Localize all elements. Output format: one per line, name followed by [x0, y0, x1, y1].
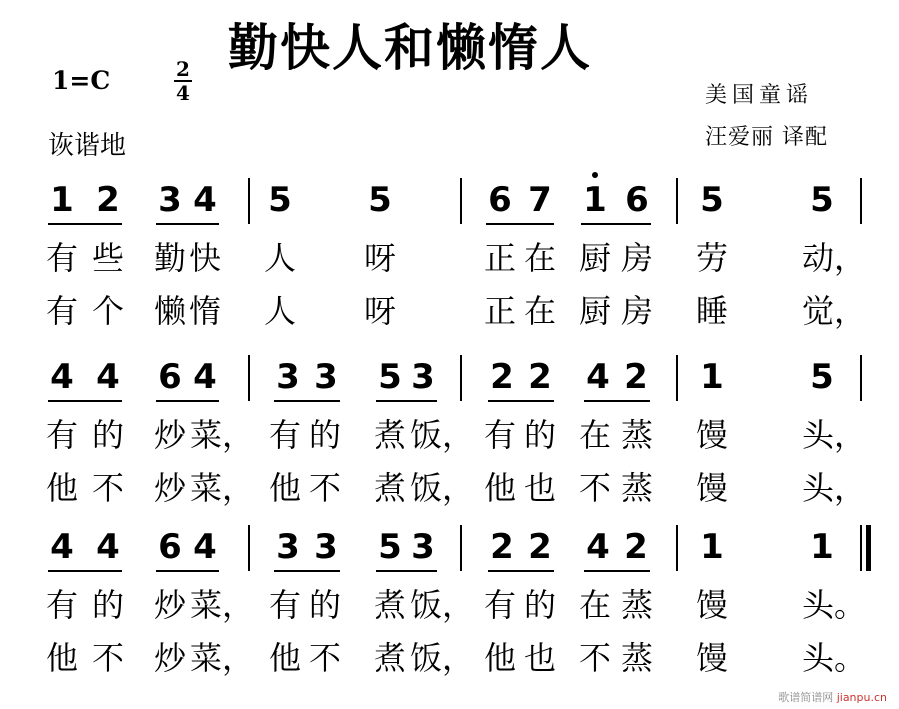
beam-underline: [488, 400, 554, 402]
note: 4: [586, 357, 610, 397]
note: 3: [314, 357, 338, 397]
lyric-char: 正: [483, 292, 516, 330]
lyric-char: 劳: [695, 239, 728, 277]
lyric-line: [0, 291, 899, 331]
lyric-char: 炒: [153, 586, 186, 624]
beam-underline: [584, 400, 650, 402]
lyric-char: 有: [45, 586, 78, 624]
note: 3: [158, 180, 182, 220]
note: 6: [158, 357, 182, 397]
bar-line: [248, 525, 250, 571]
note: 1: [700, 527, 724, 567]
note: 3: [411, 527, 435, 567]
note: 6: [625, 180, 649, 220]
note: 2: [528, 357, 552, 397]
time-signature-bottom: 4: [176, 81, 190, 105]
notes-row: [0, 178, 899, 226]
bar-line: [460, 525, 462, 571]
lyric-char: 他: [483, 469, 516, 507]
note: 3: [276, 527, 300, 567]
bar-line: [676, 178, 678, 224]
lyric-char: 厨: [578, 292, 611, 330]
bar-line: [460, 355, 462, 401]
note: 5: [378, 357, 402, 397]
lyric-line: [0, 415, 899, 455]
beam-underline: [274, 400, 340, 402]
beam-underline: [156, 223, 219, 225]
note: 2: [624, 357, 648, 397]
lyric-char: 煮: [373, 469, 406, 507]
watermark-text: 歌谱简谱网: [778, 691, 834, 704]
beam-underline: [376, 400, 437, 402]
lyric-char: 饭，: [410, 586, 475, 624]
lyric-char: 炒: [153, 416, 186, 454]
lyric-char: 懒: [153, 292, 186, 330]
score-system: [0, 355, 899, 525]
lyric-char: 有: [45, 239, 78, 277]
lyric-char: 头，: [802, 469, 867, 507]
lyric-char: 在: [578, 416, 611, 454]
lyric-char: 房: [620, 292, 653, 330]
lyric-char: 蒸: [620, 586, 653, 624]
bar-line: [248, 178, 250, 224]
note: 4: [586, 527, 610, 567]
lyric-char: 的: [91, 416, 124, 454]
lyric-char: 他: [268, 469, 301, 507]
note: 2: [528, 527, 552, 567]
note: 4: [193, 357, 217, 397]
lyric-char: 有: [268, 416, 301, 454]
lyric-line: [0, 468, 899, 508]
lyric-char: 他: [45, 639, 78, 677]
note: 4: [50, 357, 74, 397]
lyric-char: 人: [263, 292, 296, 330]
lyric-char: 些: [91, 239, 124, 277]
lyric-char: 饭，: [410, 639, 475, 677]
lyric-char: 饭，: [410, 416, 475, 454]
lyric-char: 头，: [802, 416, 867, 454]
lyric-line: [0, 238, 899, 278]
note: 5: [268, 180, 292, 220]
beam-underline: [156, 400, 219, 402]
note: 3: [314, 527, 338, 567]
lyric-char: 的: [523, 586, 556, 624]
lyric-char: 炒: [153, 469, 186, 507]
beam-underline: [48, 570, 122, 572]
beam-underline: [376, 570, 437, 572]
lyric-char: 有: [45, 416, 78, 454]
beam-underline: [274, 570, 340, 572]
lyric-char: 不: [91, 639, 124, 677]
lyric-char: 有: [483, 586, 516, 624]
lyric-char: 也: [523, 639, 556, 677]
lyric-char: 睡: [695, 292, 728, 330]
beam-underline: [156, 570, 219, 572]
note: 2: [96, 180, 120, 220]
lyric-char: 不: [578, 469, 611, 507]
score-system: [0, 178, 899, 348]
lyric-char: 有: [268, 586, 301, 624]
note: 2: [490, 527, 514, 567]
lyric-char: 厨: [578, 239, 611, 277]
lyric-char: 动，: [802, 239, 867, 277]
lyric-char: 煮: [373, 416, 406, 454]
song-title: 勤快人和懒惰人: [228, 19, 592, 77]
bar-line: [676, 355, 678, 401]
bar-line: [860, 178, 862, 224]
note: 4: [50, 527, 74, 567]
note: 5: [368, 180, 392, 220]
lyric-char: 他: [45, 469, 78, 507]
bar-line: [248, 355, 250, 401]
beam-underline: [48, 223, 122, 225]
lyric-char: 房: [620, 239, 653, 277]
note: 4: [96, 357, 120, 397]
notes-row: [0, 355, 899, 403]
time-signature: [172, 58, 194, 104]
lyric-char: 的: [91, 586, 124, 624]
lyric-line: [0, 638, 899, 678]
tempo-marking: 诙谐地: [48, 131, 127, 161]
note: 2: [624, 527, 648, 567]
bar-line: [460, 178, 462, 224]
lyric-char: 蒸: [620, 639, 653, 677]
notes-row: [0, 525, 899, 573]
lyric-char: 的: [308, 586, 341, 624]
lyric-char: 馒: [695, 469, 728, 507]
lyric-char: 菜，: [190, 639, 255, 677]
lyric-char: 馒: [695, 586, 728, 624]
lyric-char: 正: [483, 239, 516, 277]
lyric-char: 煮: [373, 639, 406, 677]
lyric-char: 馒: [695, 416, 728, 454]
beam-underline: [581, 223, 651, 225]
lyric-char: 蒸: [620, 416, 653, 454]
lyric-char: 人: [263, 239, 296, 277]
lyric-char: 他: [483, 639, 516, 677]
beam-underline: [584, 570, 650, 572]
bar-line: [860, 355, 862, 401]
lyric-char: 菜，: [190, 469, 255, 507]
lyric-char: 饭，: [410, 469, 475, 507]
lyric-char: 不: [91, 469, 124, 507]
lyric-char: 在: [523, 239, 556, 277]
note: 5: [378, 527, 402, 567]
lyric-char: 惰: [188, 292, 221, 330]
lyric-char: 不: [308, 639, 341, 677]
octave-dot: [592, 172, 598, 178]
lyric-char: 他: [268, 639, 301, 677]
lyric-char: 炒: [153, 639, 186, 677]
lyric-char: 不: [578, 639, 611, 677]
note: 1: [700, 357, 724, 397]
note: 3: [411, 357, 435, 397]
note: 3: [276, 357, 300, 397]
note: 1: [580, 182, 610, 218]
beam-underline: [488, 570, 554, 572]
arranger-credit: 汪爱丽 译配: [705, 125, 828, 150]
note: 5: [700, 180, 724, 220]
song-origin: 美国童谣: [705, 83, 814, 108]
lyric-char: 菜，: [190, 416, 255, 454]
lyric-char: 呀: [363, 292, 396, 330]
key-signature: 1=C: [52, 66, 111, 95]
lyric-char: 头。: [802, 639, 867, 677]
bar-line: [676, 525, 678, 571]
lyric-char: 的: [523, 416, 556, 454]
note: 6: [158, 527, 182, 567]
lyric-line: [0, 585, 899, 625]
beam-underline: [486, 223, 554, 225]
lyric-char: 菜，: [190, 586, 255, 624]
time-signature-top: 2: [176, 57, 190, 81]
note: 4: [193, 527, 217, 567]
lyric-char: 的: [308, 416, 341, 454]
lyric-char: 不: [308, 469, 341, 507]
watermark-site: jianpu.cn: [836, 691, 887, 704]
note: 5: [810, 180, 834, 220]
beam-underline: [48, 400, 122, 402]
lyric-char: 个: [91, 292, 124, 330]
note: 4: [193, 180, 217, 220]
lyric-char: 快: [188, 239, 221, 277]
note: 2: [490, 357, 514, 397]
note: 5: [810, 357, 834, 397]
note: 1: [50, 180, 74, 220]
note: 6: [488, 180, 512, 220]
final-bar-line: [866, 525, 871, 571]
score-system: [0, 525, 899, 695]
bar-line: [860, 525, 862, 571]
lyric-char: 觉，: [802, 292, 867, 330]
note: 1: [810, 527, 834, 567]
lyric-char: 呀: [363, 239, 396, 277]
lyric-char: 馒: [695, 639, 728, 677]
lyric-char: 有: [483, 416, 516, 454]
lyric-char: 在: [578, 586, 611, 624]
lyric-char: 勤: [153, 239, 186, 277]
lyric-char: 也: [523, 469, 556, 507]
lyric-char: 煮: [373, 586, 406, 624]
note: 7: [528, 180, 552, 220]
watermark: [778, 689, 887, 705]
lyric-char: 在: [523, 292, 556, 330]
lyric-char: 蒸: [620, 469, 653, 507]
lyric-char: 有: [45, 292, 78, 330]
lyric-char: 头。: [802, 586, 867, 624]
note: 4: [96, 527, 120, 567]
